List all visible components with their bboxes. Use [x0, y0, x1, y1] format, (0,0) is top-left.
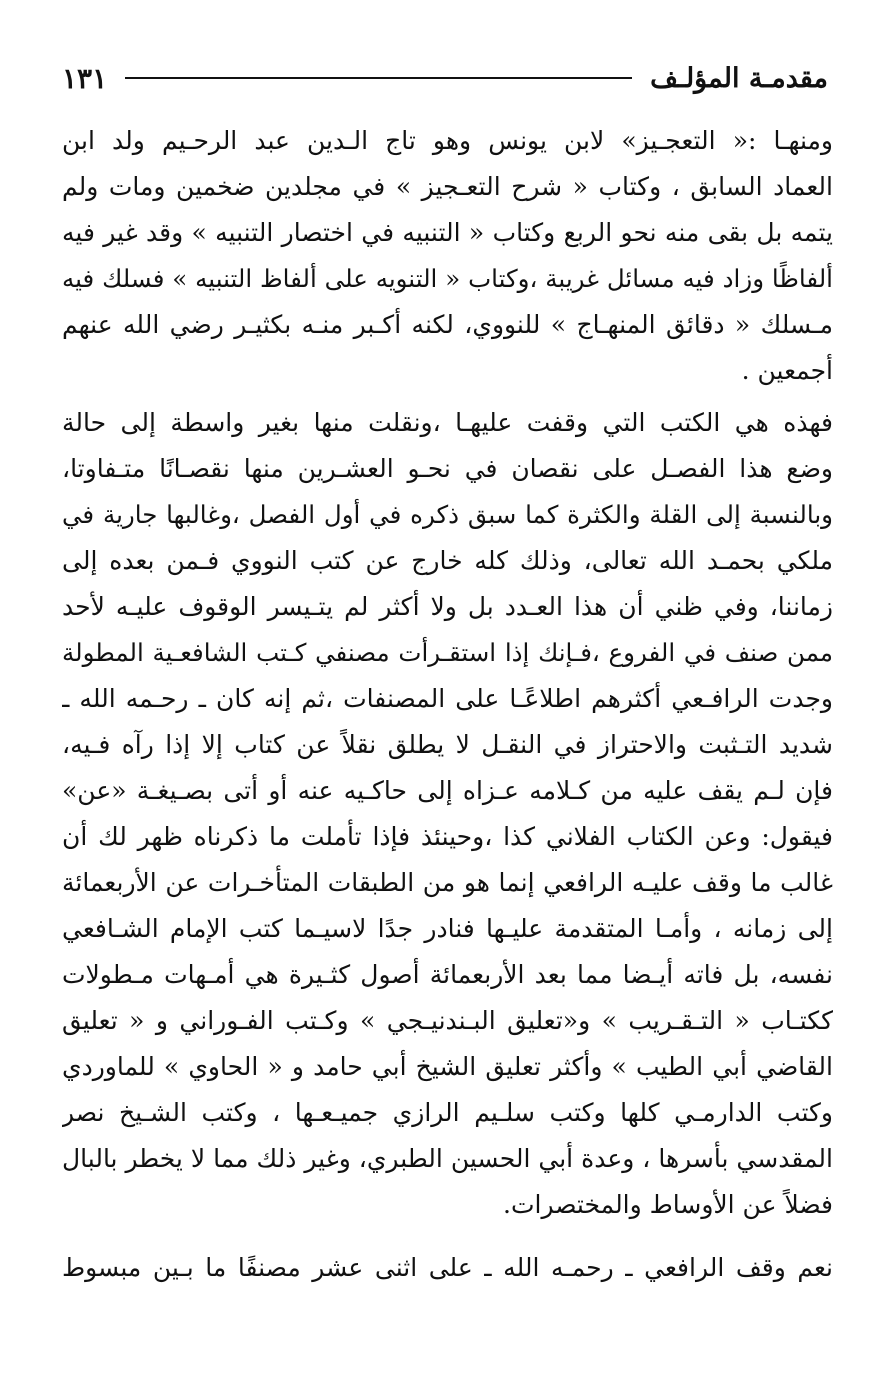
paragraph: [62, 1245, 833, 1291]
text-line: المقدسي بأسرها ، وعدة أبي الحسين الطبري، وغير ذلك مما لا يخطر بالبال: [62, 1144, 833, 1173]
text-line: العماد السابق ، وكتاب « شرح التعـجيز » في مجلدين ضخمين ومات ولم: [62, 172, 833, 201]
text-line: فيقول: وعن الكتاب الفلاني كذا ،وحينئذ فإذا تأملت ما ذكرناه ظهر لك أن: [62, 822, 833, 851]
page-header: [62, 58, 828, 98]
header-rule: [125, 77, 632, 79]
text-line: زماننا، وفي ظني أن هذا العـدد بل ولا أكثر لم يتـيسر الوقوف عليـه لأحد: [62, 592, 833, 621]
text-line: القاضي أبي الطيب » وأكثر تعليق الشيخ أبي حامد و « الحاوي » للماوردي: [62, 1052, 833, 1081]
page-number: ١٣١: [62, 61, 108, 95]
text-line: نعم وقف الرافعي ـ رحمـه الله ـ على اثنى عشر مصنفًا ما بـين مبسوط: [62, 1253, 833, 1282]
text-line: غالب ما وقف عليـه الرافعي إنما هو من الطبقات المتأخـرات عن الأربعمائة: [62, 868, 833, 897]
text-line: نفسه، بل فاته أيـضا مما بعد الأربعمائة أصول كثـيرة هي أمـهات مـطولات: [62, 960, 833, 989]
text-line: فضلاً عن الأوساط والمختصرات.: [503, 1190, 833, 1219]
text-line: ملكي بحمـد الله تعالى، وذلك كله خارج عن كتب النووي فـمن بعده إلى: [62, 546, 833, 575]
text-line: ومنهـا :« التعجـيز» لابن يونس وهو تاج الـدين عبد الرحـيم ولد ابن: [62, 126, 833, 155]
text-line: فهذه هي الكتب التي وقفت عليهـا ،ونقلت منها بغير واسطة إلى حالة: [62, 408, 833, 437]
text-line: شديد التـثبت والاحتراز في النقـل لا يطلق نقلاً عن كتاب إلا إذا رآه فـيه،: [62, 730, 833, 759]
text-line: وكتب الدارمـي كلها وكتب سلـيم الرازي جميـعـها ، وكتب الشـيخ نصر: [62, 1098, 833, 1127]
text-line: وضع هذا الفصـل على نقصان في نحـو العشـرين منها نقصـانًا متـفاوتا،: [62, 454, 833, 483]
text-line: وبالنسبة إلى القلة والكثرة كما سبق ذكره في أول الفصل ،وغالبها جارية في: [62, 500, 833, 529]
paragraph: [62, 400, 833, 1228]
text-line: ألفاظًا وزاد فيه مسائل غريبة ،وكتاب « التنويه على ألفاظ التنبيه » فسلك فيه: [62, 264, 833, 293]
text-line: فإن لـم يقف عليه من كـلامه عـزاه إلى حاكـيه عنه أو أتى بصـيغـة «عن»: [62, 776, 833, 805]
text-line: يتمه بل بقى منه نحو الربع وكتاب « التنبيه في اختصار التنبيه » وقد غير فيه: [62, 218, 833, 247]
text-line: ممن صنف في الفروع ،فـإنك إذا استقـرأت مصنفي كـتب الشافعـية المطولة: [62, 638, 833, 667]
text-line: ككتـاب « التـقـريب » و«تعليق البـندنيـجي » وكـتب الفـوراني و « تعليق: [62, 1006, 833, 1035]
running-head-title: مقدمـة المؤلـف: [650, 62, 828, 94]
text-line: إلى زمانه ، وأمـا المتقدمة عليـها فنادر جدًا لاسيـما كتب الإمام الشـافعي: [62, 914, 833, 943]
paragraph: [62, 118, 833, 394]
text-line: أجمعين .: [741, 356, 833, 385]
text-line: مـسلك « دقائق المنهـاج » للنووي، لكنه أكـبر منـه بكثيـر رضي الله عنهم: [62, 310, 833, 339]
text-line: وجدت الرافـعي أكثرهم اطلاعًـا على المصنفات ،ثم إنه كان ـ رحـمه الله ـ: [62, 684, 833, 713]
